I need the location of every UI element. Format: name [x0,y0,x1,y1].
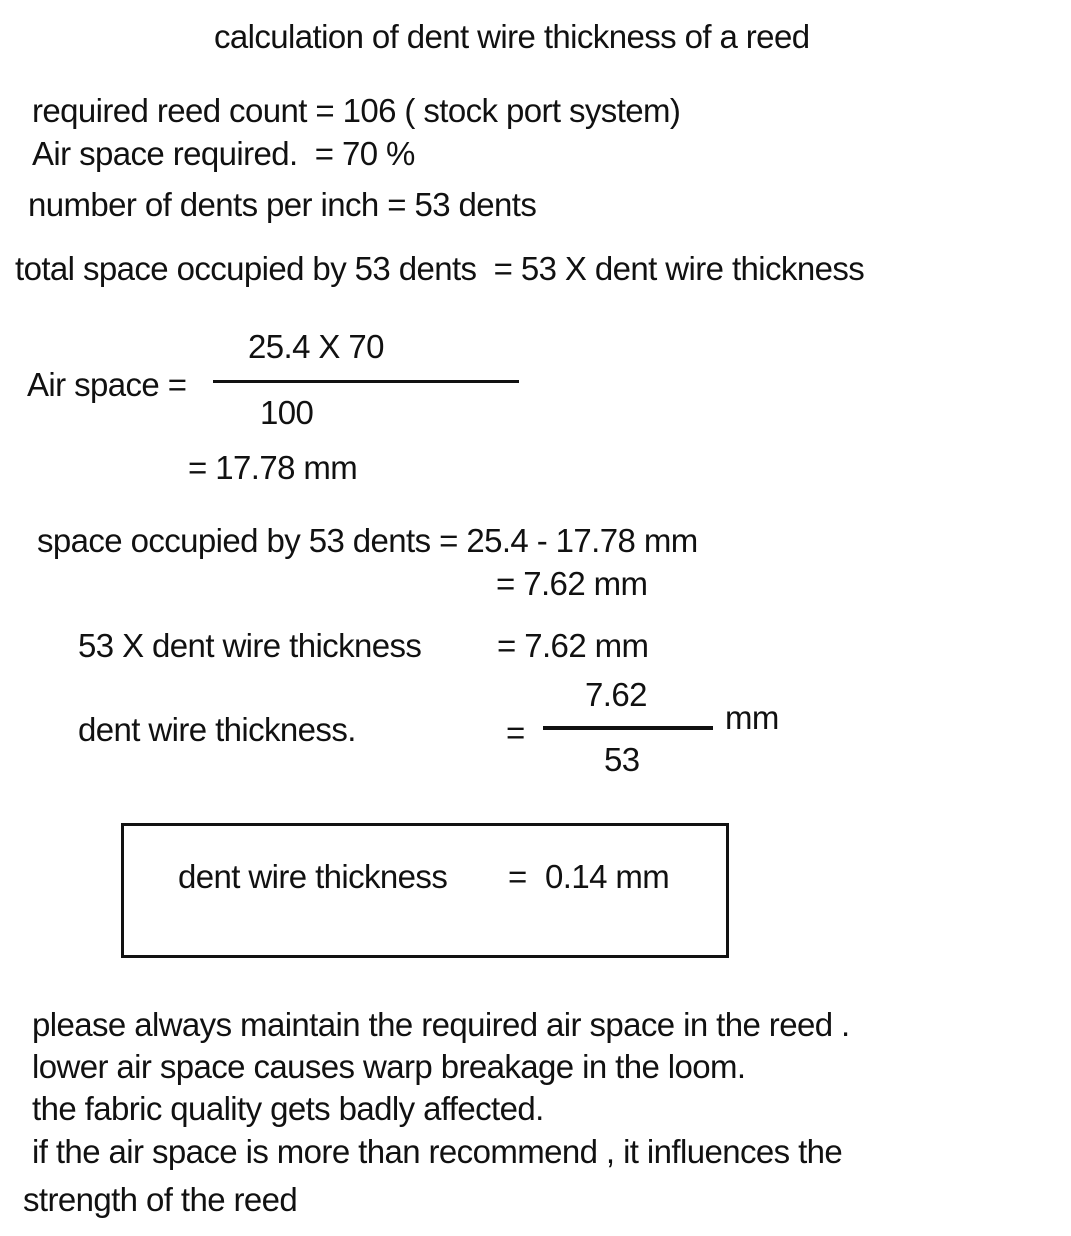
note-line: please always maintain the required air space in the reed . [32,1006,850,1043]
air-space-label: Air space = [27,366,187,403]
note-line: if the air space is more than recommend , it influences the [32,1133,843,1170]
air-space-fraction-bar [213,380,519,383]
document-title: calculation of dent wire thickness of a reed [214,18,810,55]
thickness-numerator: 7.62 [585,676,647,713]
given-reed-count: required reed count = 106 ( stock port system) [32,92,681,129]
given-air-space: Air space required. = 70 % [32,135,415,172]
result-label: dent wire thickness [178,858,448,895]
thickness-denominator: 53 [604,741,640,778]
dents-space-line2: = 7.62 mm [496,565,648,602]
thickness-line1-value: = 7.62 mm [497,627,649,664]
thickness-unit: mm [725,699,779,736]
thickness-line1-label: 53 X dent wire thickness [78,627,422,664]
thickness-equals: = [506,714,525,751]
air-space-result: = 17.78 mm [188,449,358,486]
air-space-denominator: 100 [260,394,314,431]
air-space-numerator: 25.4 X 70 [248,328,384,365]
note-line: the fabric quality gets badly affected. [32,1090,544,1127]
result-value: 0.14 mm [545,858,670,895]
dents-space-line1: space occupied by 53 dents = 25.4 - 17.78 mm [37,522,698,559]
thickness-line2-label: dent wire thickness. [78,711,356,748]
note-line: lower air space causes warp breakage in the loom. [32,1048,746,1085]
thickness-fraction-bar [543,726,713,730]
note-line: strength of the reed [23,1181,298,1218]
result-equals: = [508,858,527,895]
total-space-formula: total space occupied by 53 dents = 53 X dent wire thickness [15,250,865,287]
given-dents-per-inch: number of dents per inch = 53 dents [28,186,537,223]
